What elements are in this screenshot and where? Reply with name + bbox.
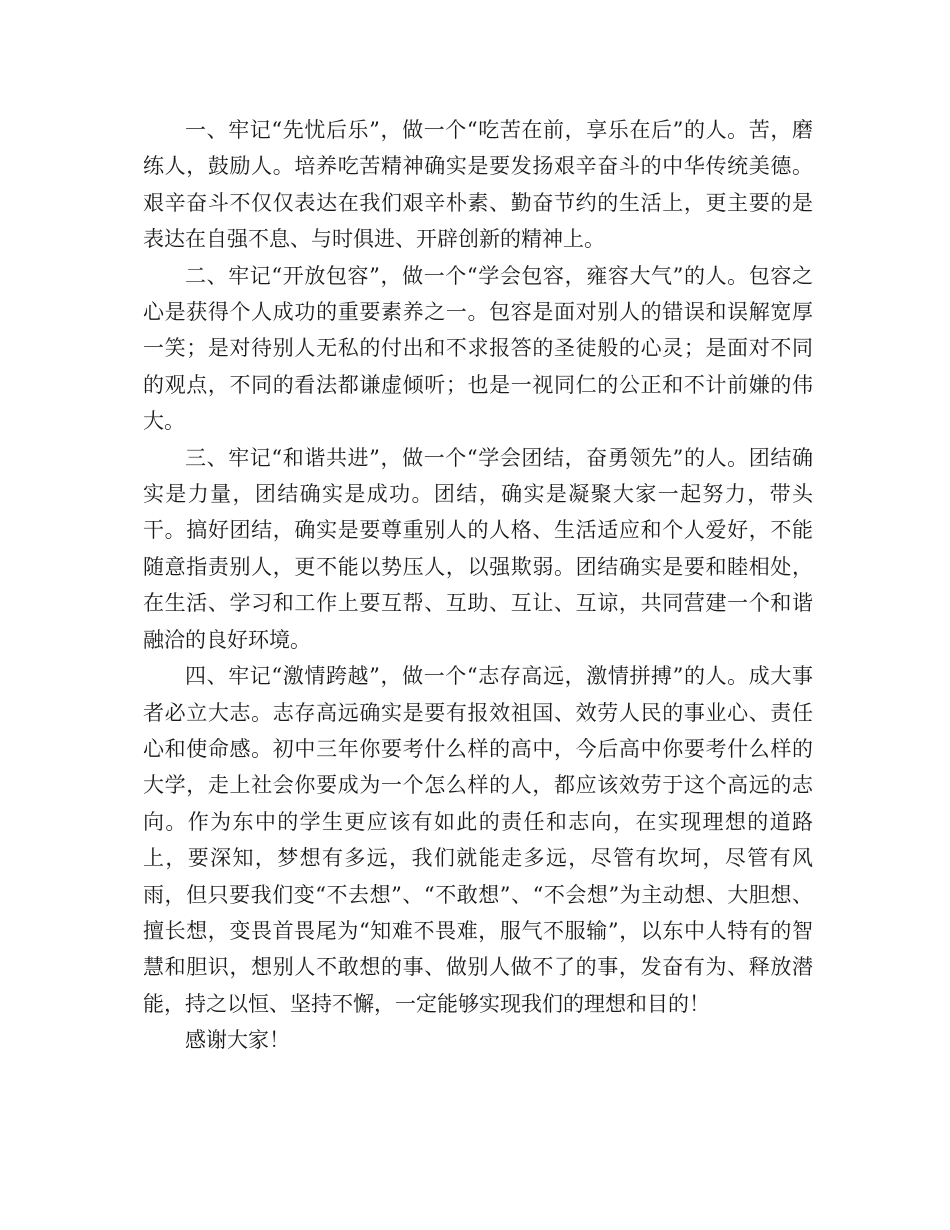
paragraph-1: 一、牢记“先忧后乐”，做一个“吃苦在前，享乐在后”的人。苦，磨练人，鼓励人。培养吃苦精神确实是要发扬艰辛奋斗的中华传统美德。艰辛奋斗不仅仅表达在我们艰辛朴素、勤奋节约的生活上，更主要的是表达在自强不息、与时俱进、开辟创新的精神上。	[143, 118, 813, 252]
document-body	[143, 112, 813, 1059]
closing-thanks: 感谢大家！	[185, 1028, 290, 1053]
paragraph-3: 三、牢记“和谐共进”，做一个“学会团结，奋勇领先”的人。团结确实是力量，团结确实是成功。团结，确实是凝聚大家一起努力，带头干。搞好团结，确实是要尊重别人的人格、生活适应和个人爱好，不能随意指责别人，更不能以势压人，以强欺弱。团结确实是要和睦相处，在生活、学习和工作上要互帮、互助、互让、互谅，共同营建一个和谐融洽的良好环境。	[143, 445, 813, 652]
paragraph-2: 二、牢记“开放包容”，做一个“学会包容，雍容大气”的人。包容之心是获得个人成功的重要素养之一。包容是面对别人的错误和误解宽厚一笑；是对待别人无私的付出和不求报答的圣徒般的心灵；是面对不同的观点，不同的看法都谦虚倾听；也是一视同仁的公正和不计前嫌的伟大。	[143, 263, 813, 434]
paragraph-4: 四、牢记“激情跨越”，做一个“志存高远，激情拼搏”的人。成大事者必立大志。志存高远确实是要有报效祖国、效劳人民的事业心、责任心和使命感。初中三年你要考什么样的高中，今后高中你要考什么样的大学，走上社会你要成为一个怎么样的人，都应该效劳于这个高远的志向。作为东中的学生更应该有如此的责任和志向，在实现理想的道路上，要深知，梦想有多远，我们就能走多远，尽管有坎坷，尽管有风雨，但只要我们变“不去想”、“不敢想”、“不会想”为主动想、大胆想、擅长想，变畏首畏尾为“知难不畏难，服气不服输”，以东中人特有的智慧和胆识，想别人不敢想的事、做别人做不了的事，发奋有为、释放潜能，持之以恒、坚持不懈，一定能够实现我们的理想和目的！	[143, 664, 813, 1016]
